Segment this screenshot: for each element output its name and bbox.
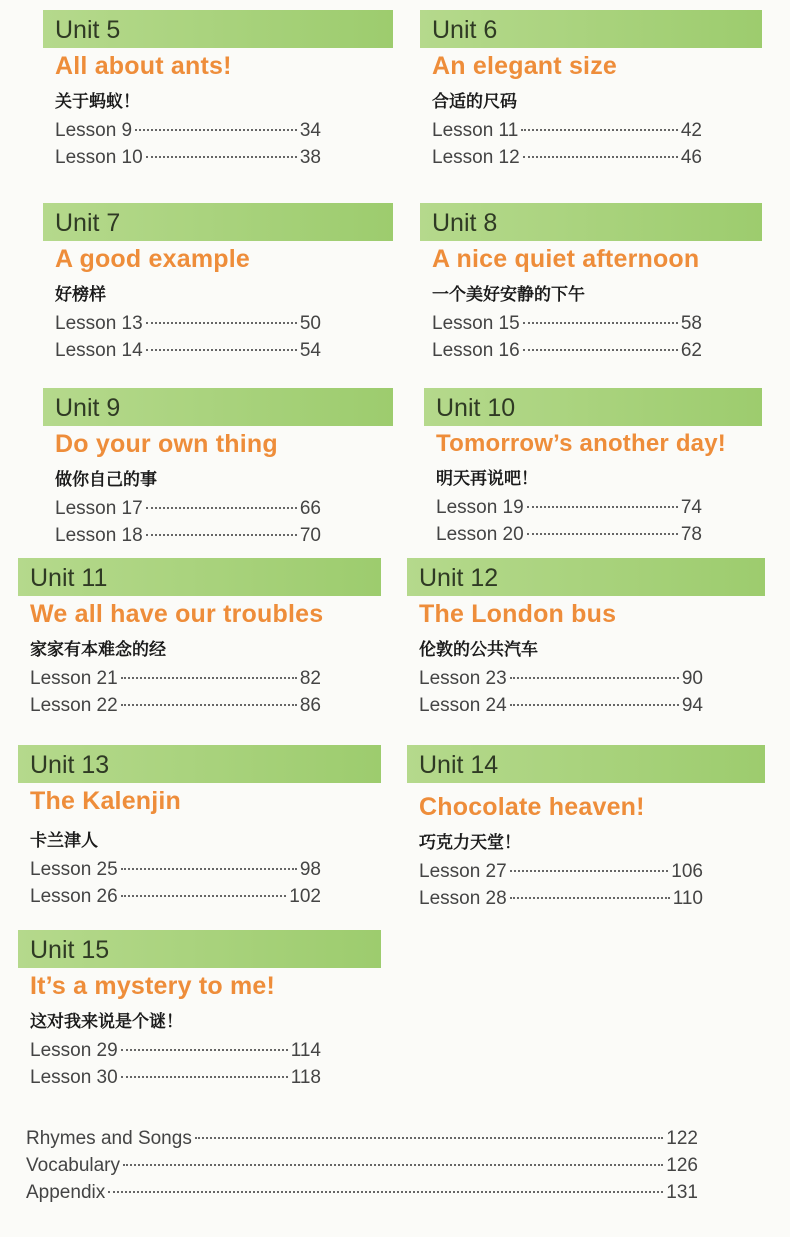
unit-label: Unit 14 xyxy=(419,751,499,779)
unit-title: It’s a mystery to me! xyxy=(30,972,276,1000)
unit-title: Do your own thing xyxy=(55,430,278,458)
lesson-entry[interactable]: Lesson 20 78 xyxy=(436,524,702,545)
unit-chinese-title: 关于蚂蚁！ xyxy=(55,92,140,112)
unit-10-section xyxy=(424,388,762,551)
lesson-entry[interactable]: Lesson 30 118 xyxy=(30,1067,321,1088)
lesson-entry[interactable]: Lesson 14 54 xyxy=(55,340,321,361)
lesson-entry[interactable]: Lesson 9 34 xyxy=(55,120,321,141)
unit-header-bar xyxy=(18,558,381,596)
unit-header-bar xyxy=(18,930,381,968)
unit-label: Unit 9 xyxy=(55,394,121,422)
unit-label: Unit 6 xyxy=(432,16,498,44)
unit-header-bar xyxy=(424,388,762,426)
unit-label: Unit 8 xyxy=(432,209,498,237)
unit-15-section xyxy=(18,930,381,1094)
unit-header-bar xyxy=(420,10,762,48)
unit-label: Unit 10 xyxy=(436,394,516,422)
lesson-entry[interactable]: Lesson 16 62 xyxy=(432,340,702,361)
unit-header-bar xyxy=(43,203,393,241)
unit-title: Chocolate heaven! xyxy=(419,793,645,821)
lesson-entry[interactable]: Lesson 10 38 xyxy=(55,147,321,168)
unit-label: Unit 11 xyxy=(30,564,108,592)
unit-title: The Kalenjin xyxy=(30,787,182,815)
unit-5-section xyxy=(43,10,393,174)
unit-chinese-title: 卡兰津人 xyxy=(30,831,98,851)
unit-chinese-title: 合适的尺码 xyxy=(432,92,517,112)
unit-title: We all have our troubles xyxy=(30,600,324,628)
unit-chinese-title: 做你自己的事 xyxy=(55,470,157,490)
unit-chinese-title: 好榜样 xyxy=(55,285,106,305)
lesson-entry[interactable]: Lesson 15 58 xyxy=(432,313,702,334)
unit-13-section xyxy=(18,745,381,913)
unit-14-section xyxy=(407,745,765,915)
unit-chinese-title: 巧克力天堂！ xyxy=(419,833,521,853)
lesson-entry[interactable]: Lesson 29 114 xyxy=(30,1040,321,1061)
lesson-entry[interactable]: Lesson 18 70 xyxy=(55,525,321,546)
unit-title: An elegant size xyxy=(432,52,617,80)
lesson-entry[interactable]: Lesson 13 50 xyxy=(55,313,321,334)
unit-8-section xyxy=(420,203,762,367)
rhymes-and-songs-entry[interactable]: Rhymes and Songs 122 xyxy=(26,1128,698,1149)
lesson-entry[interactable]: Lesson 27 106 xyxy=(419,861,703,882)
unit-6-section xyxy=(420,10,762,174)
unit-title: The London bus xyxy=(419,600,617,628)
unit-chinese-title: 一个美好安静的下午 xyxy=(432,285,585,305)
unit-12-section xyxy=(407,558,765,722)
lesson-entry[interactable]: Lesson 24 94 xyxy=(419,695,703,716)
unit-title: Tomorrow’s another day! xyxy=(436,430,726,457)
unit-title: All about ants! xyxy=(55,52,232,80)
unit-header-bar xyxy=(407,745,765,783)
back-matter-list xyxy=(26,1128,698,1209)
lesson-entry[interactable]: Lesson 22 86 xyxy=(30,695,321,716)
lesson-entry[interactable]: Lesson 25 98 xyxy=(30,859,321,880)
lesson-entry[interactable]: Lesson 11 42 xyxy=(432,120,702,141)
unit-chinese-title: 这对我来说是个谜！ xyxy=(30,1012,183,1032)
unit-label: Unit 12 xyxy=(419,564,499,592)
lesson-entry[interactable]: Lesson 12 46 xyxy=(432,147,702,168)
lesson-entry[interactable]: Lesson 28 110 xyxy=(419,888,703,909)
unit-label: Unit 13 xyxy=(30,751,110,779)
lesson-entry[interactable]: Lesson 23 90 xyxy=(419,668,703,689)
appendix-entry[interactable]: Appendix 131 xyxy=(26,1182,698,1203)
lesson-entry[interactable]: Lesson 19 74 xyxy=(436,497,702,518)
lesson-entry[interactable]: Lesson 17 66 xyxy=(55,498,321,519)
unit-11-section xyxy=(18,558,381,722)
unit-label: Unit 15 xyxy=(30,936,110,964)
unit-header-bar xyxy=(18,745,381,783)
unit-header-bar xyxy=(420,203,762,241)
unit-header-bar xyxy=(43,388,393,426)
unit-title: A good example xyxy=(55,245,250,273)
unit-7-section xyxy=(43,203,393,367)
unit-chinese-title: 明天再说吧！ xyxy=(436,469,538,489)
unit-label: Unit 5 xyxy=(55,16,121,44)
unit-chinese-title: 家家有本难念的经 xyxy=(30,640,166,660)
unit-header-bar xyxy=(407,558,765,596)
unit-header-bar xyxy=(43,10,393,48)
unit-label: Unit 7 xyxy=(55,209,121,237)
unit-9-section xyxy=(43,388,393,552)
unit-chinese-title: 伦敦的公共汽车 xyxy=(419,640,538,660)
vocabulary-entry[interactable]: Vocabulary 126 xyxy=(26,1155,698,1176)
lesson-entry[interactable]: Lesson 26 102 xyxy=(30,886,321,907)
lesson-entry[interactable]: Lesson 21 82 xyxy=(30,668,321,689)
unit-title: A nice quiet afternoon xyxy=(432,245,700,273)
